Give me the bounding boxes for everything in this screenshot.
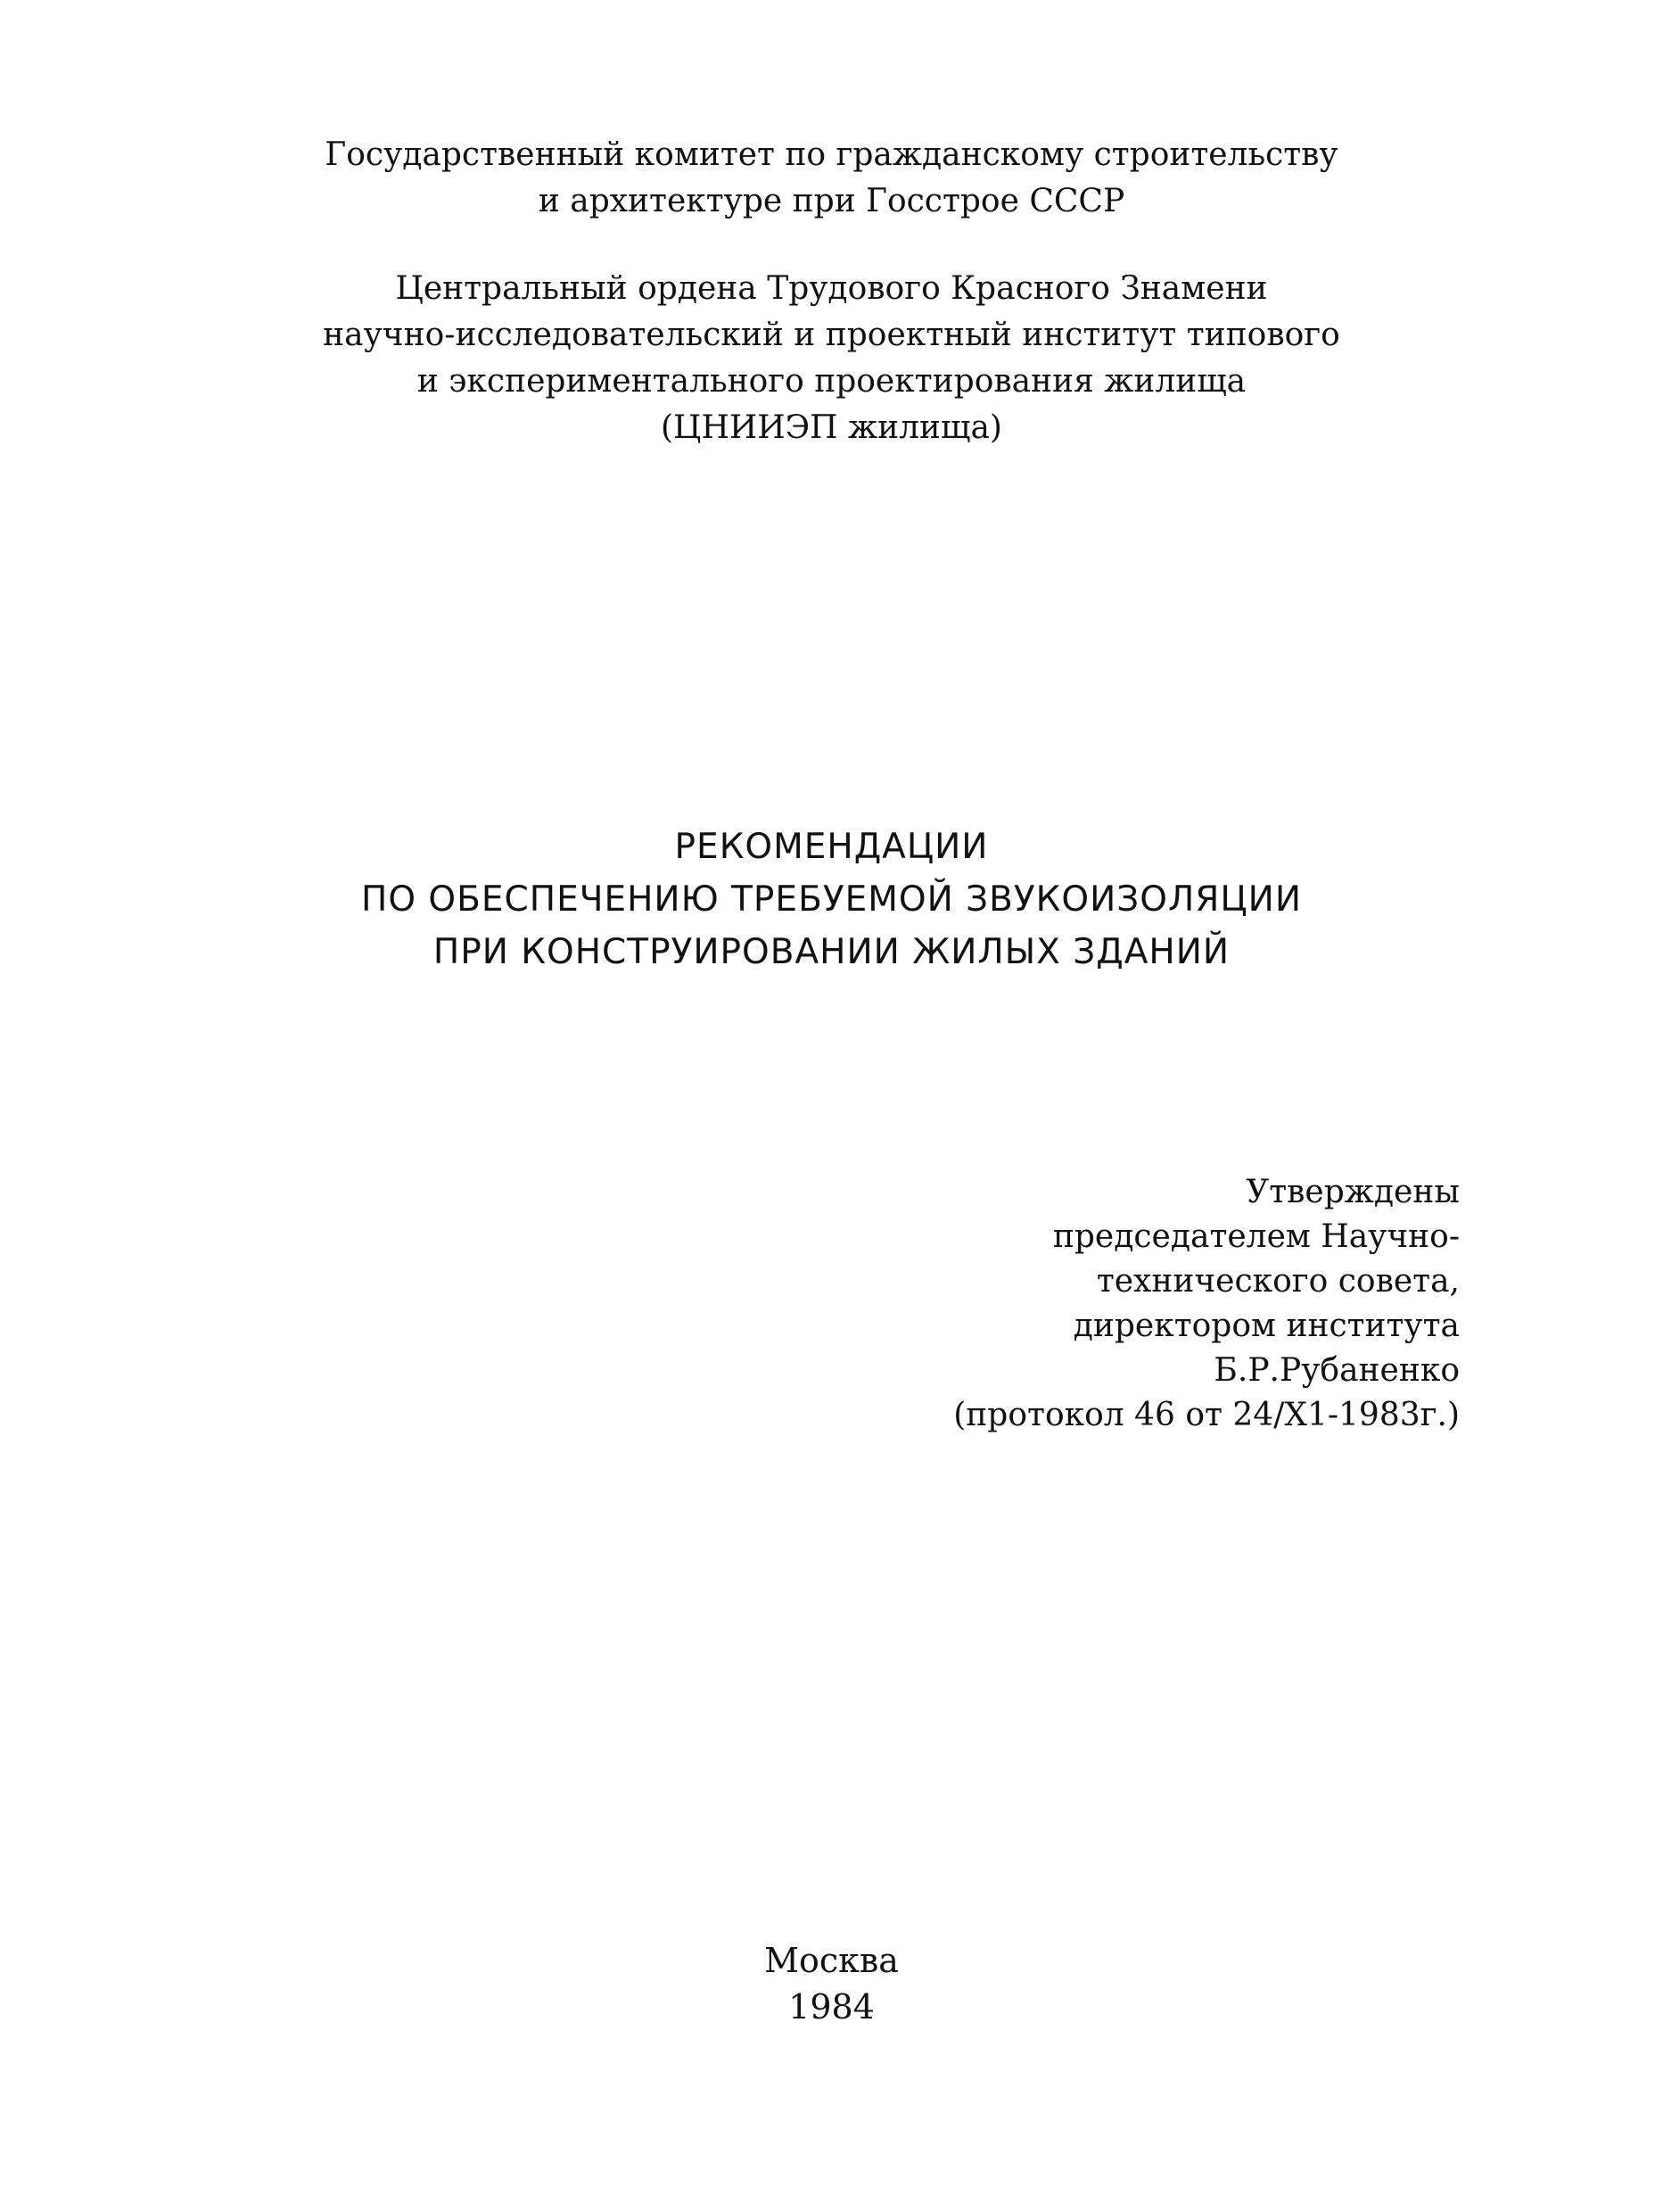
title-line: РЕКОМЕНДАЦИИ [674, 827, 989, 867]
publication-footer [0, 1937, 1663, 2030]
institute-line: и экспериментального проектирования жилища [416, 363, 1247, 400]
institute-line: Центральный ордена Трудового Красного Знамени [395, 270, 1268, 307]
document-title [0, 821, 1663, 978]
approver-name: Б.Р.Рубаненко [1214, 1352, 1460, 1389]
committee-header [0, 132, 1663, 225]
approval-line: Утверждены [1246, 1174, 1460, 1210]
approval-line: директором института [1073, 1308, 1460, 1344]
institute-abbreviation: (ЦНИИЭП жилища) [661, 409, 1002, 446]
approval-line: технического совета, [1096, 1263, 1460, 1300]
committee-line: Государственный комитет по гражданскому строительству [325, 136, 1338, 173]
institute-line: научно-исследовательский и проектный институт типового [323, 317, 1340, 353]
title-line: ПРИ КОНСТРУИРОВАНИИ ЖИЛЫХ ЗДАНИЙ [432, 932, 1231, 972]
protocol-reference: (протокол 46 от 24/Х1-1983г.) [953, 1397, 1460, 1433]
publication-city: Москва [764, 1941, 899, 1980]
approval-block [953, 1170, 1460, 1438]
title-line: ПО ОБЕСПЕЧЕНИЮ ТРЕБУЕМОЙ ЗВУКОИЗОЛЯЦИИ [361, 879, 1302, 920]
institute-header [0, 266, 1663, 451]
committee-line: и архитектуре при Госстрое СССР [538, 183, 1125, 219]
approval-line: председателем Научно- [1052, 1218, 1460, 1255]
publication-year: 1984 [788, 1987, 875, 2026]
